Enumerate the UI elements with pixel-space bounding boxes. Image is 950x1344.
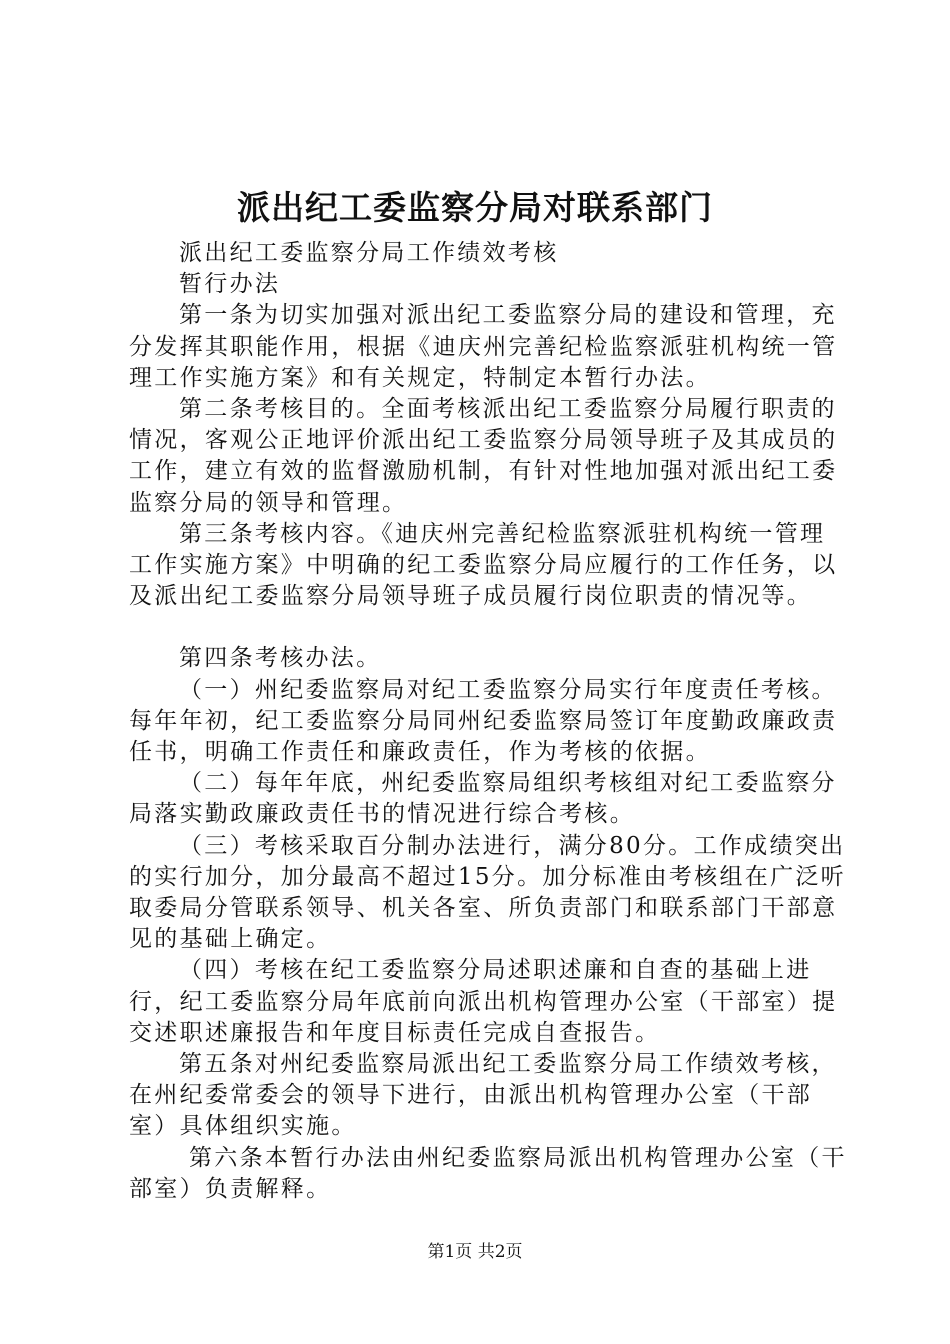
article-4-item-2: （二）每年年底，州纪委监察局组织考核组对纪工委监察分局落实勤政廉政责任书的情况进行综合考核。 xyxy=(129,770,837,828)
article-4-item-1: （一）州纪委监察局对纪工委监察分局实行年度责任考核。每年年初，纪工委监察分局同州纪委监察局签订年度勤政廉政责任书，明确工作责任和廉政责任，作为考核的依据。 xyxy=(129,676,838,766)
article-5: 第五条对州纪委监察局派出纪工委监察分局工作绩效考核，在州纪委常委会的领导下进行，由派出机构管理办公室（干部室）具体组织实施。 xyxy=(129,1051,837,1140)
page-footer: 第1页 共2页 xyxy=(427,1242,523,1262)
article-1: 第一条为切实加强对派出纪工委监察分局的建设和管理，充分发挥其职能作用，根据《迪庆州完善纪检监察派驻机构统一管理工作实施方案》和有关规定，特制定本暂行办法。 xyxy=(129,302,838,391)
article-4-item-4: （四）考核在纪工委监察分局述职述廉和自查的基础上进行，纪工委监察分局年底前向派出机构管理办公室（干部室）提交述职述廉报告和年度目标责任完成自查报告。 xyxy=(129,957,838,1046)
document-body xyxy=(129,238,849,1205)
subtitle-line-2: 暂行办法 xyxy=(179,271,281,298)
subtitle-line-1: 派出纪工委监察分局工作绩效考核 xyxy=(179,240,559,266)
article-6: 第六条本暂行办法由州纪委监察局派出机构管理办公室（干部室）负责解释。 xyxy=(129,1144,847,1202)
article-2: 第二条考核目的。全面考核派出纪工委监察分局履行职责的情况，客观公正地评价派出纪工委监察分局领导班子及其成员的工作，建立有效的监督激励机制，有针对性地加强对派出纪工委监察分局的领导和管理。 xyxy=(129,396,838,516)
document-title: 派出纪工委监察分局对联系部门 xyxy=(237,188,713,227)
article-4: 第四条考核办法。 xyxy=(179,645,382,672)
article-4-item-3: （三）考核采取百分制办法进行，满分80分。工作成绩突出的实行加分，加分最高不超过15分。加分标准由考核组在广泛听取委局分管联系领导、机关各室、所负责部门和联系部门干部意见的基础上确定。 xyxy=(129,832,846,953)
article-3: 第三条考核内容。《迪庆州完善纪检监察派驻机构统一管理工作实施方案》中明确的纪工委监察分局应履行的工作任务，以及派出纪工委监察分局领导班子成员履行岗位职责的情况等。 xyxy=(129,520,838,610)
paragraph-gap xyxy=(129,612,849,643)
